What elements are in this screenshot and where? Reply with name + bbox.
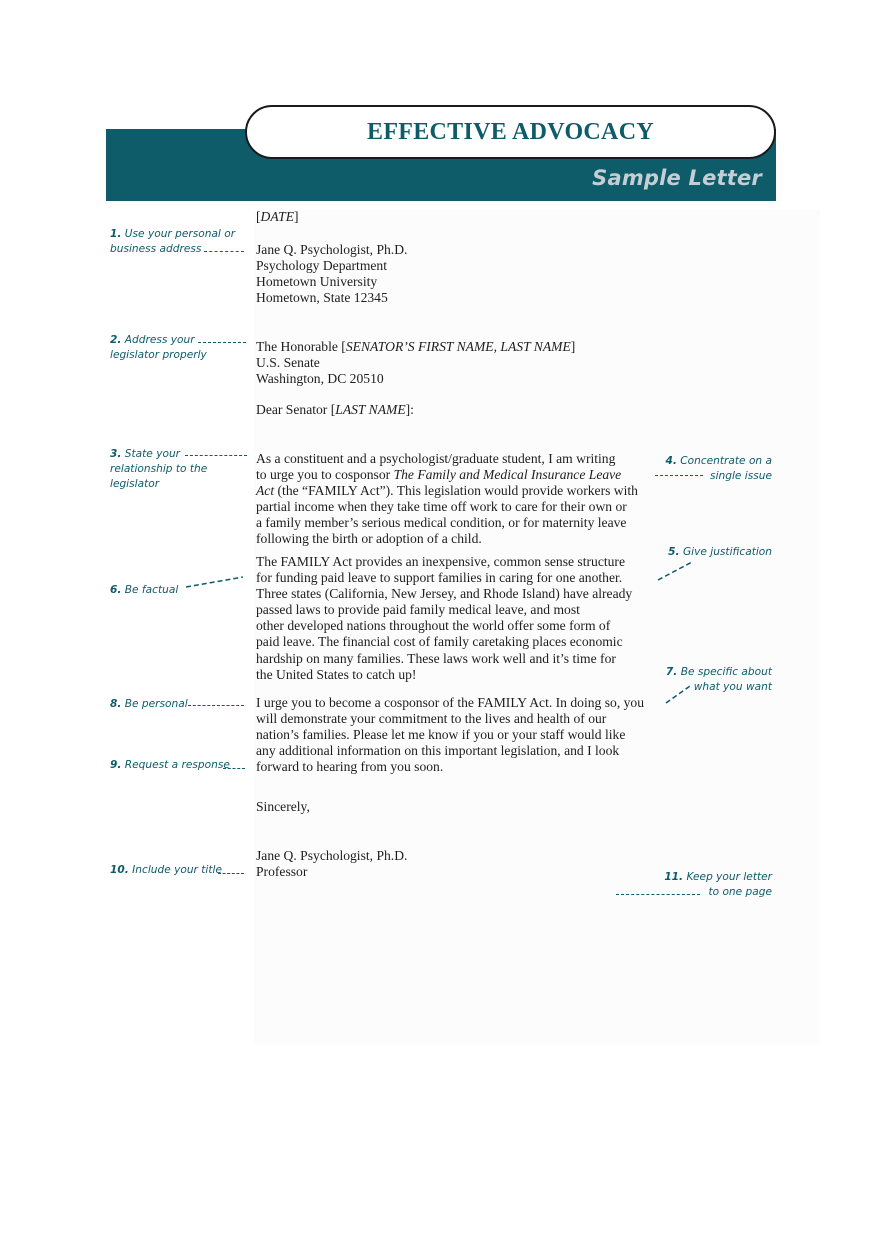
paragraph-line: following the birth or adoption of a child. xyxy=(256,531,482,547)
annotation-text: Be specific about xyxy=(680,666,772,678)
recipient-prefix: The Honorable [ xyxy=(256,339,346,354)
annotation-text: Request a response xyxy=(124,759,230,771)
sender-line: Hometown University xyxy=(256,274,378,290)
bill-title: The Family and Medical Insurance Leave xyxy=(393,467,622,483)
paragraph-line: passed laws to provide paid family medical leave, and most xyxy=(256,602,580,618)
paragraph-line: any additional information on this important legislation, and I look xyxy=(256,743,620,759)
page-title: EFFECTIVE ADVOCACY xyxy=(367,118,654,145)
annotation-text: State your xyxy=(124,448,181,460)
annotation-number: 4. xyxy=(665,455,677,467)
annotation-number: 5. xyxy=(668,546,680,558)
paragraph-line: partial income when they take time off work to care for their own or xyxy=(256,499,627,515)
annotation-text: what you want xyxy=(693,681,772,694)
leader-line-factual xyxy=(186,577,243,587)
annotation-number: 9. xyxy=(110,759,122,771)
paragraph-line: Three states (California, New Jersey, and Rhode Island) have already xyxy=(256,586,633,602)
bill-title: Act xyxy=(256,483,275,499)
leader-line-justification xyxy=(658,562,692,580)
paragraph-line: The FAMILY Act provides an inexpensive, common sense structure xyxy=(256,554,625,569)
annotation-text: to one page xyxy=(708,886,772,899)
annotation-number: 11. xyxy=(664,871,684,883)
paragraph-line: hardship on many families. These laws work well and it’s time for xyxy=(256,650,616,666)
leader-line-specific xyxy=(666,686,690,703)
letter-date: [DATE] xyxy=(256,209,299,224)
annotation-text: Concentrate on a xyxy=(680,455,772,467)
salutation-suffix: ]: xyxy=(405,402,414,417)
annotation-number: 1. xyxy=(110,228,122,240)
recipient-suffix: ] xyxy=(570,339,576,354)
paragraph-text: to urge you to cosponsor xyxy=(256,467,394,483)
annotation-text: business address xyxy=(110,243,202,256)
closing-text: Sincerely, xyxy=(256,799,310,814)
annotation-text: Keep your letter xyxy=(686,871,772,883)
annotation-text: legislator xyxy=(110,478,160,491)
signature-name: Jane Q. Psychologist, Ph.D. xyxy=(256,848,408,863)
annotation-text: Be factual xyxy=(124,584,179,596)
annotation-text: relationship to the xyxy=(110,463,208,476)
paragraph-line: I urge you to become a cosponsor of the FAMILY Act. In doing so, you xyxy=(256,695,645,710)
recipient-name-placeholder: SENATOR’S FIRST NAME, LAST NAME xyxy=(345,339,571,354)
paragraph-line: forward to hearing from you soon. xyxy=(256,759,444,775)
salutation-placeholder: LAST NAME xyxy=(335,402,406,417)
sender-line: Jane Q. Psychologist, Ph.D. xyxy=(256,242,408,257)
page-subtitle: Sample Letter xyxy=(592,166,762,190)
annotation-text: Include your title xyxy=(132,864,222,876)
paragraph-line: other developed nations throughout the world offer some form of xyxy=(256,618,611,634)
paragraph-line: a family member’s serious medical condition, or for maternity leave xyxy=(256,515,627,531)
annotation-number: 8. xyxy=(110,698,122,710)
annotation-text: Use your personal or xyxy=(124,228,236,240)
paragraph-line: the United States to catch up! xyxy=(256,666,417,682)
sender-line: Hometown, State 12345 xyxy=(256,290,388,306)
paragraph-line: nation’s families. Please let me know if you or your staff would like xyxy=(256,727,626,743)
recipient-line: Washington, DC 20510 xyxy=(256,371,384,387)
date-placeholder: DATE xyxy=(260,209,295,224)
salutation-prefix: Dear Senator [ xyxy=(256,402,336,417)
annotation-text: Be personal xyxy=(124,698,188,710)
sender-line: Psychology Department xyxy=(256,258,388,274)
annotation-number: 3. xyxy=(110,448,122,460)
paragraph-line: will demonstrate your commitment to the lives and health of our xyxy=(256,711,607,727)
paragraph-line: As a constituent and a psychologist/graduate student, I am writing xyxy=(256,451,616,466)
signature-title: Professor xyxy=(256,864,308,880)
annotation-text: single issue xyxy=(710,470,772,483)
annotation-number: 6. xyxy=(110,584,122,596)
annotation-text: legislator properly xyxy=(110,349,207,362)
annotation-number: 7. xyxy=(665,666,678,678)
recipient-line: U.S. Senate xyxy=(256,355,320,371)
paragraph-text: (the “FAMILY Act”). This legislation would provide workers with xyxy=(274,483,638,499)
paragraph-line: paid leave. The financial cost of family caretaking places economic xyxy=(256,634,623,650)
annotation-text: Give justification xyxy=(682,546,772,558)
annotation-number: 10. xyxy=(110,864,129,876)
annotation-number: 2. xyxy=(110,334,122,346)
paragraph-line: for funding paid leave to support families in caring for one another. xyxy=(256,570,623,586)
annotation-text: Address your xyxy=(124,334,195,346)
